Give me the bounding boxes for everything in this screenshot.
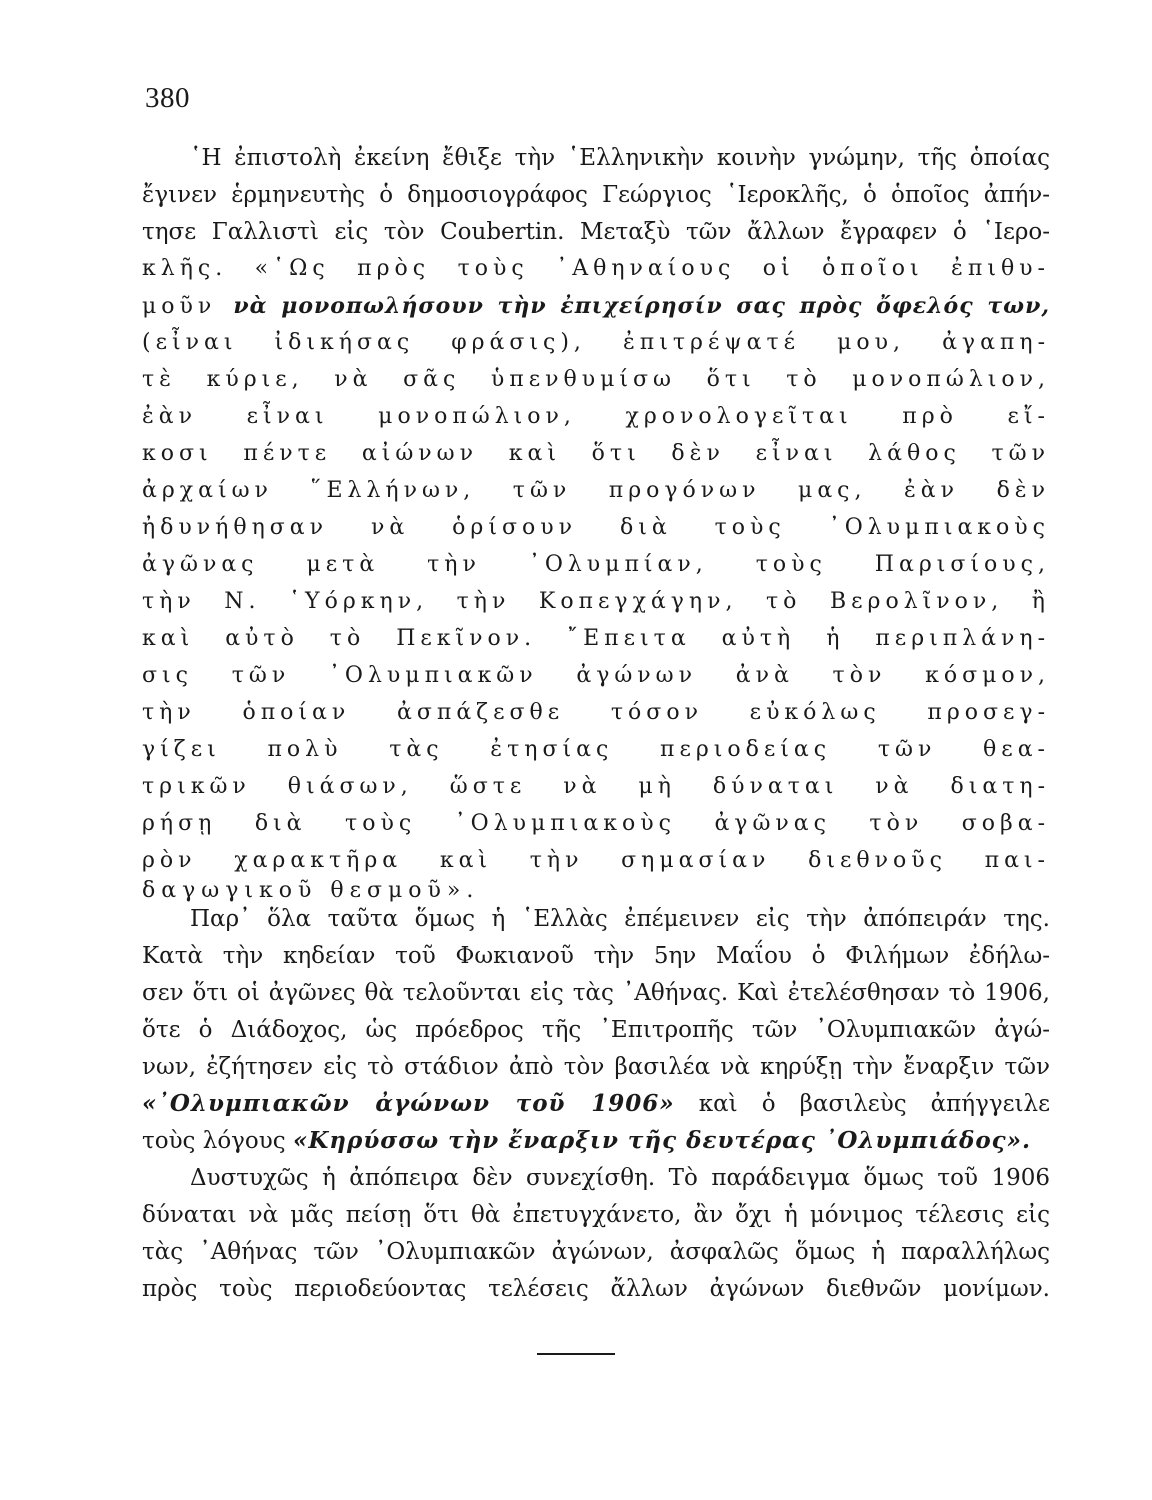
text-line: Παρ᾿ ὅλα ταῦτα ὅμως ἡ ῾Ελλὰς ἐπέμεινεν εἰς τὴν ἀπόπειράν της. bbox=[190, 906, 1050, 932]
text-line: τὴν ὁποίαν ἀσπάζεσθε τόσον εὐκόλως προσεγ- bbox=[142, 700, 1050, 725]
emphasized-text: «᾿Ολυμπιακῶν ἀγώνων τοῦ 1906» bbox=[142, 1090, 675, 1117]
text-line bbox=[142, 1124, 1050, 1158]
text-line: κοσι πέντε αἰώνων καὶ ὅτι δὲν εἶναι λάθος τῶν bbox=[142, 441, 1050, 466]
text-line: (εἶναι ἰδικήσας φράσις), ἐπιτρέψατέ μου, ἀγαπη- bbox=[142, 330, 1050, 355]
emphasized-text: νὰ μονοπωλήσουν τὴν ἐπιχείρησίν σας πρὸς ὄφελός των, bbox=[233, 293, 1050, 319]
text-line: ἐὰν εἶναι μονοπώλιον, χρονολογεῖται πρὸ εἴ- bbox=[142, 404, 1050, 429]
text-line bbox=[142, 289, 1050, 323]
section-end-rule bbox=[537, 1353, 615, 1355]
text-line: καὶ αὐτὸ τὸ Πεκῖνον. ῎Επειτα αὐτὴ ἡ περιπλάνη- bbox=[142, 626, 1050, 651]
text-line: πρὸς τοὺς περιοδεύοντας τελέσεις ἄλλων ἀγώνων διεθνῶν μονίμων. bbox=[142, 1276, 1050, 1302]
text-line: ῾Η ἐπιστολὴ ἐκείνη ἔθιξε τὴν ῾Ελληνικὴν κοινὴν γνώμην, τῆς ὁποίας bbox=[190, 145, 1050, 171]
text-line: ρὸν χαρακτῆρα καὶ τὴν σημασίαν διεθνοῦς παι- bbox=[142, 848, 1050, 873]
text-line: Δυστυχῶς ἡ ἀπόπειρα δὲν συνεχίσθη. Τὸ παράδειγμα ὅμως τοῦ 1906 bbox=[190, 1165, 1050, 1191]
text-line: ὅτε ὁ Διάδοχος, ὡς πρόεδρος τῆς ᾿Επιτροπῆς τῶν ᾿Ολυμπιακῶν ἀγώ- bbox=[142, 1017, 1050, 1043]
text-line: ἀγῶνας μετὰ τὴν ᾿Ολυμπίαν, τοὺς Παρισίους, bbox=[142, 552, 1050, 577]
text-line: δύναται νὰ μᾶς πείσῃ ὅτι θὰ ἐπετυγχάνετο, ἂν ὄχι ἡ μόνιμος τέλεσις εἰς bbox=[142, 1202, 1050, 1228]
text-line: ἀρχαίων ῞Ελλήνων, τῶν προγόνων μας, ἐὰν δὲν bbox=[142, 478, 1050, 503]
text-line: ἠδυνήθησαν νὰ ὁρίσουν διὰ τοὺς ᾿Ολυμπιακοὺς bbox=[142, 515, 1050, 540]
text-line: Κατὰ τὴν κηδείαν τοῦ Φωκιανοῦ τὴν 5ην Μαΐου ὁ Φιλήμων ἐδήλω- bbox=[142, 943, 1050, 969]
text-line: γίζει πολὺ τὰς ἐτησίας περιοδείας τῶν θεα- bbox=[142, 737, 1050, 762]
text-line: ρήσῃ διὰ τοὺς ᾿Ολυμπιακοὺς ἀγῶνας τὸν σοβα- bbox=[142, 811, 1050, 836]
text-span: μοῦν bbox=[142, 294, 234, 319]
text-line: τησε Γαλλιστὶ εἰς τὸν Coubertin. Μεταξὺ τῶν ἄλλων ἔγραφεν ὁ ῾Ιερο- bbox=[142, 219, 1050, 245]
text-span: τοὺς λόγους bbox=[142, 1128, 293, 1154]
text-line: τρικῶν θιάσων, ὥστε νὰ μὴ δύναται νὰ διατη- bbox=[142, 774, 1050, 799]
text-line: ἔγινεν ἑρμηνευτὴς ὁ δημοσιογράφος Γεώργιος ῾Ιεροκλῆς, ὁ ὁποῖος ἀπήν- bbox=[142, 182, 1050, 208]
text-line: τὲ κύριε, νὰ σᾶς ὑπενθυμίσω ὅτι τὸ μονοπώλιον, bbox=[142, 367, 1050, 392]
text-line: σεν ὅτι οἱ ἀγῶνες θὰ τελοῦνται εἰς τὰς ᾿Αθήνας. Καὶ ἐτελέσθησαν τὸ 1906, bbox=[142, 980, 1050, 1006]
page-number: 380 bbox=[145, 82, 190, 114]
text-line: τὰς ᾿Αθήνας τῶν ᾿Ολυμπιακῶν ἀγώνων, ἀσφαλῶς ὅμως ἡ παραλλήλως bbox=[142, 1239, 1050, 1265]
text-line: νων, ἐζήτησεν εἰς τὸ στάδιον ἀπὸ τὸν βασιλέα νὰ κηρύξῃ τὴν ἔναρξιν τῶν bbox=[142, 1054, 1050, 1080]
text-line: τὴν Ν. ῾Υόρκην, τὴν Κοπεγχάγην, τὸ Βερολῖνον, ἢ bbox=[142, 589, 1050, 614]
text-line: δαγωγικοῦ θεσμοῦ». bbox=[142, 878, 480, 903]
text-line bbox=[142, 1087, 1050, 1121]
text-span: καὶ ὁ βασιλεὺς ἀπήγγειλε bbox=[674, 1091, 1050, 1117]
text-line: κλῆς. «῾Ως πρὸς τοὺς ᾿Αθηναίους οἱ ὁποῖοι ἐπιθυ- bbox=[142, 256, 1050, 281]
emphasized-text: «Κηρύσσω τὴν ἔναρξιν τῆς δευτέρας ᾿Ολυμπιάδος». bbox=[292, 1127, 1032, 1154]
text-line: σις τῶν ᾿Ολυμπιακῶν ἀγώνων ἀνὰ τὸν κόσμον, bbox=[142, 663, 1050, 688]
